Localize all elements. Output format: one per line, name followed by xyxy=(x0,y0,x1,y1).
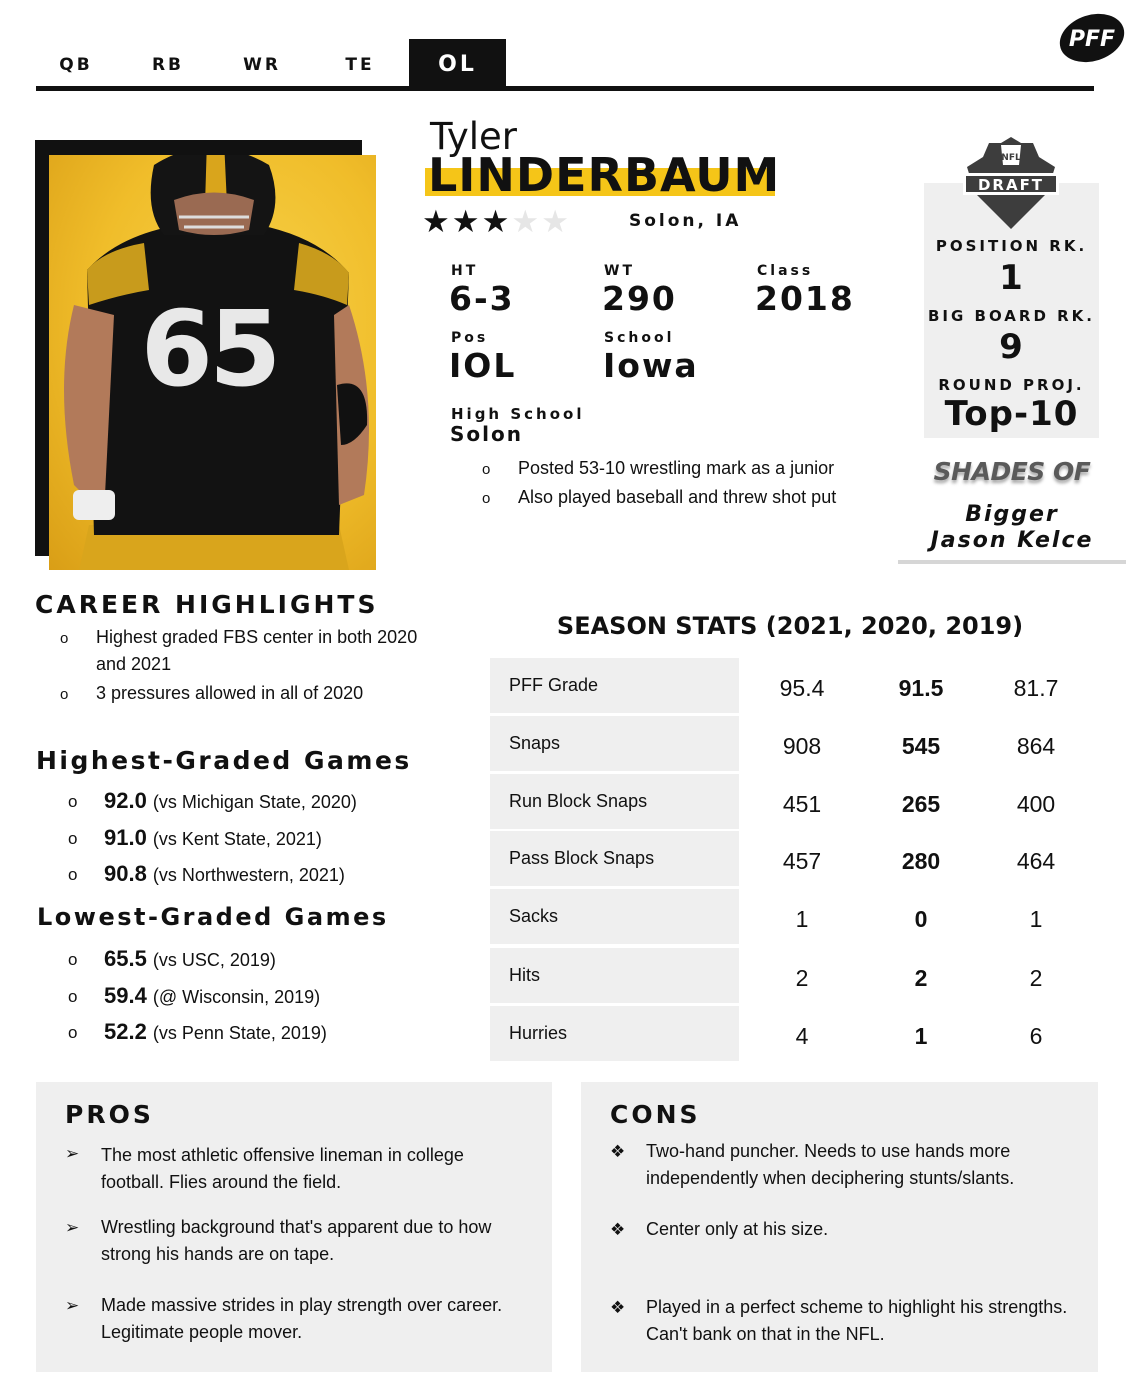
cons-title: CONS xyxy=(610,1100,701,1129)
pros-panel xyxy=(36,1082,552,1372)
stat-value-2020: 0 xyxy=(914,906,928,932)
pro-text: Wrestling background that's apparent due to how strong his hands are on tape. xyxy=(101,1217,492,1264)
shades-of-label: SHADES OF xyxy=(933,457,1091,486)
player-illustration xyxy=(49,155,376,570)
wt-value: 290 xyxy=(602,279,677,318)
lowest-graded-games-list xyxy=(66,944,446,1054)
star-rating xyxy=(422,202,571,242)
school-value: Iowa xyxy=(603,346,699,385)
big-board-value: 9 xyxy=(999,327,1024,367)
cons-panel xyxy=(581,1082,1098,1372)
bullet-icon: o xyxy=(68,950,78,969)
arrow-bullet-icon: ➢ xyxy=(65,1296,80,1315)
shades-divider xyxy=(898,560,1126,564)
nav-divider xyxy=(36,86,1094,91)
game-opponent: (@ Wisconsin, 2019) xyxy=(152,986,321,1007)
list-item xyxy=(66,823,446,860)
stat-label: Hits xyxy=(490,948,739,1003)
game-grade: 59.4 xyxy=(104,982,147,1008)
game-opponent: (vs Northwestern, 2021) xyxy=(152,865,345,885)
high-school-notes xyxy=(480,455,875,513)
ht-label: HT xyxy=(451,263,479,279)
table-row xyxy=(490,1006,1090,1061)
pros-list xyxy=(65,1140,525,1346)
list-item xyxy=(65,1292,525,1346)
stat-value-2021: 95.4 xyxy=(779,675,825,701)
table-row xyxy=(490,889,1090,944)
stat-value-2021: 1 xyxy=(795,906,809,932)
table-row xyxy=(490,831,1090,886)
stat-value-2019: 400 xyxy=(1016,791,1056,817)
list-item xyxy=(480,455,875,482)
note-text: Posted 53-10 wrestling mark as a junior xyxy=(518,458,835,478)
game-opponent: (vs Penn State, 2019) xyxy=(152,1023,327,1043)
tab-ol[interactable]: OL xyxy=(409,39,506,87)
shades-of-comparison xyxy=(898,502,1126,554)
list-item xyxy=(610,1294,1070,1348)
list-item xyxy=(66,786,446,823)
position-tabs xyxy=(36,39,1094,87)
stat-value-2019: 2 xyxy=(1029,965,1043,991)
list-item xyxy=(66,1017,446,1054)
stat-value-2021: 457 xyxy=(782,848,822,874)
list-item xyxy=(66,944,446,981)
diamond-bullet-icon: ❖ xyxy=(610,1298,626,1317)
stat-label: Snaps xyxy=(490,716,739,771)
table-row xyxy=(490,658,1090,713)
table-row xyxy=(490,774,1090,829)
stat-label: Run Block Snaps xyxy=(490,774,739,829)
highlight-text: 3 pressures allowed in all of 2020 xyxy=(96,683,364,703)
lowest-graded-games-title: Lowest-Graded Games xyxy=(37,903,389,931)
stat-label: PFF Grade xyxy=(490,658,739,713)
star-icon-filled: ★ xyxy=(422,204,452,239)
table-row xyxy=(490,716,1090,771)
list-item xyxy=(65,1214,525,1292)
stat-value-2019: 6 xyxy=(1029,1023,1043,1049)
note-text: Also played baseball and threw shot put xyxy=(518,487,837,507)
list-item xyxy=(65,1140,525,1214)
stat-value-2020: 545 xyxy=(901,733,941,759)
round-proj-value: Top-10 xyxy=(944,394,1079,434)
bullet-icon: o xyxy=(68,986,78,1006)
school-label: School xyxy=(604,330,675,346)
bullet-icon: o xyxy=(68,792,78,811)
stat-value-2021: 2 xyxy=(795,965,809,991)
star-icon-filled: ★ xyxy=(481,204,512,239)
career-highlights-title: CAREER HIGHLIGHTS xyxy=(35,590,379,619)
list-item xyxy=(66,859,446,896)
tab-rb[interactable]: RB xyxy=(151,55,185,75)
highest-graded-games-list xyxy=(66,786,446,896)
position-rank-label: POSITION RK. xyxy=(935,237,1088,255)
round-proj-label: ROUND PROJ. xyxy=(938,376,1085,394)
stat-value-2021: 451 xyxy=(782,791,822,817)
star-icon-empty: ★ xyxy=(541,204,571,239)
class-label: Class xyxy=(757,263,814,279)
arrow-bullet-icon: ➢ xyxy=(65,1144,80,1163)
cons-list xyxy=(610,1138,1070,1348)
star-icon-empty: ★ xyxy=(511,204,542,239)
wt-label: WT xyxy=(604,263,635,279)
pro-text: The most athletic offensive lineman in college football. Flies around the field. xyxy=(101,1145,464,1192)
game-opponent: (vs Michigan State, 2020) xyxy=(152,792,357,812)
list-item xyxy=(58,624,438,678)
position-rank-value: 1 xyxy=(999,258,1024,298)
game-grade: 90.8 xyxy=(104,861,147,886)
badge-nfl-text: NFL xyxy=(1001,153,1021,163)
class-value: 2018 xyxy=(755,279,855,318)
game-opponent: (vs Kent State, 2021) xyxy=(152,828,322,849)
stat-value-2020: 2 xyxy=(914,965,928,991)
nfl-draft-badge-icon xyxy=(961,135,1061,231)
career-highlights-list xyxy=(58,624,438,709)
highest-graded-games-title: Highest-Graded Games xyxy=(36,746,412,775)
stat-value-2020: 1 xyxy=(914,1023,928,1049)
game-grade: 92.0 xyxy=(104,788,147,813)
ht-value: 6-3 xyxy=(449,279,515,318)
tab-te[interactable]: TE xyxy=(345,55,375,75)
stat-value-2019: 464 xyxy=(1016,848,1056,874)
con-text: Two-hand puncher. Needs to use hands more independently when deciphering stunts/slants. xyxy=(646,1141,1015,1188)
stat-value-2020: 280 xyxy=(901,848,941,874)
stat-value-2021: 4 xyxy=(795,1023,809,1049)
bullet-icon: o xyxy=(60,686,69,703)
tab-wr[interactable]: WR xyxy=(243,55,281,75)
bullet-icon: o xyxy=(482,490,491,507)
bullet-icon: o xyxy=(68,865,78,884)
stat-label: Hurries xyxy=(490,1006,739,1061)
tab-qb[interactable]: QB xyxy=(59,55,93,75)
game-grade: 65.5 xyxy=(104,946,147,971)
list-item xyxy=(610,1216,1070,1294)
pos-label: Pos xyxy=(451,330,489,346)
game-opponent: (vs USC, 2019) xyxy=(152,950,276,970)
jersey-number: 65 xyxy=(140,288,278,410)
pos-value: IOL xyxy=(449,346,517,385)
list-item xyxy=(610,1138,1070,1216)
stat-value-2019: 1 xyxy=(1029,906,1043,932)
stat-value-2020: 91.5 xyxy=(898,675,944,701)
pros-title: PROS xyxy=(65,1100,154,1129)
badge-draft-text: DRAFT xyxy=(977,176,1045,194)
bullet-icon: o xyxy=(60,630,69,647)
star-icon-filled: ★ xyxy=(451,204,482,239)
bullet-icon: o xyxy=(68,1023,78,1042)
player-last-name: LINDERBAUM xyxy=(428,148,781,202)
stat-label: Pass Block Snaps xyxy=(490,831,739,886)
highlight-text: Highest graded FBS center in both 2020 and 2021 xyxy=(96,627,418,674)
pro-text: Made massive strides in play strength over career. Legitimate people mover. xyxy=(101,1295,503,1342)
comparison-line-1: Bigger xyxy=(965,502,1059,527)
stat-value-2019: 864 xyxy=(1016,733,1056,759)
player-photo xyxy=(49,155,376,570)
high-school-value: Solon xyxy=(450,422,523,446)
hometown: Solon, IA xyxy=(629,211,742,231)
game-grade: 52.2 xyxy=(104,1019,147,1044)
player-first-name: Tyler xyxy=(430,115,517,158)
diamond-bullet-icon: ❖ xyxy=(610,1142,626,1161)
game-grade: 91.0 xyxy=(104,824,147,850)
big-board-label: BIG BOARD RK. xyxy=(927,307,1096,325)
bullet-icon: o xyxy=(482,461,491,478)
list-item xyxy=(58,680,438,707)
season-stats-title: SEASON STATS (2021, 2020, 2019) xyxy=(556,612,1024,640)
stat-label: Sacks xyxy=(490,889,739,944)
diamond-bullet-icon: ❖ xyxy=(610,1220,626,1239)
bullet-icon: o xyxy=(68,828,78,848)
list-item xyxy=(66,981,446,1018)
con-text: Played in a perfect scheme to highlight his strengths. Can't bank on that in the NFL. xyxy=(646,1297,1068,1344)
comparison-line-2: Jason Kelce xyxy=(930,528,1094,553)
con-text: Center only at his size. xyxy=(646,1219,829,1239)
stat-value-2019: 81.7 xyxy=(1013,675,1059,701)
stat-value-2020: 265 xyxy=(901,791,941,817)
high-school-label: High School xyxy=(451,405,585,423)
table-row xyxy=(490,948,1090,1003)
stat-value-2021: 908 xyxy=(782,733,822,759)
list-item xyxy=(480,484,875,511)
pff-logo[interactable] xyxy=(1058,13,1126,63)
logo-text: PFF xyxy=(1068,27,1116,52)
arrow-bullet-icon: ➢ xyxy=(65,1218,80,1237)
